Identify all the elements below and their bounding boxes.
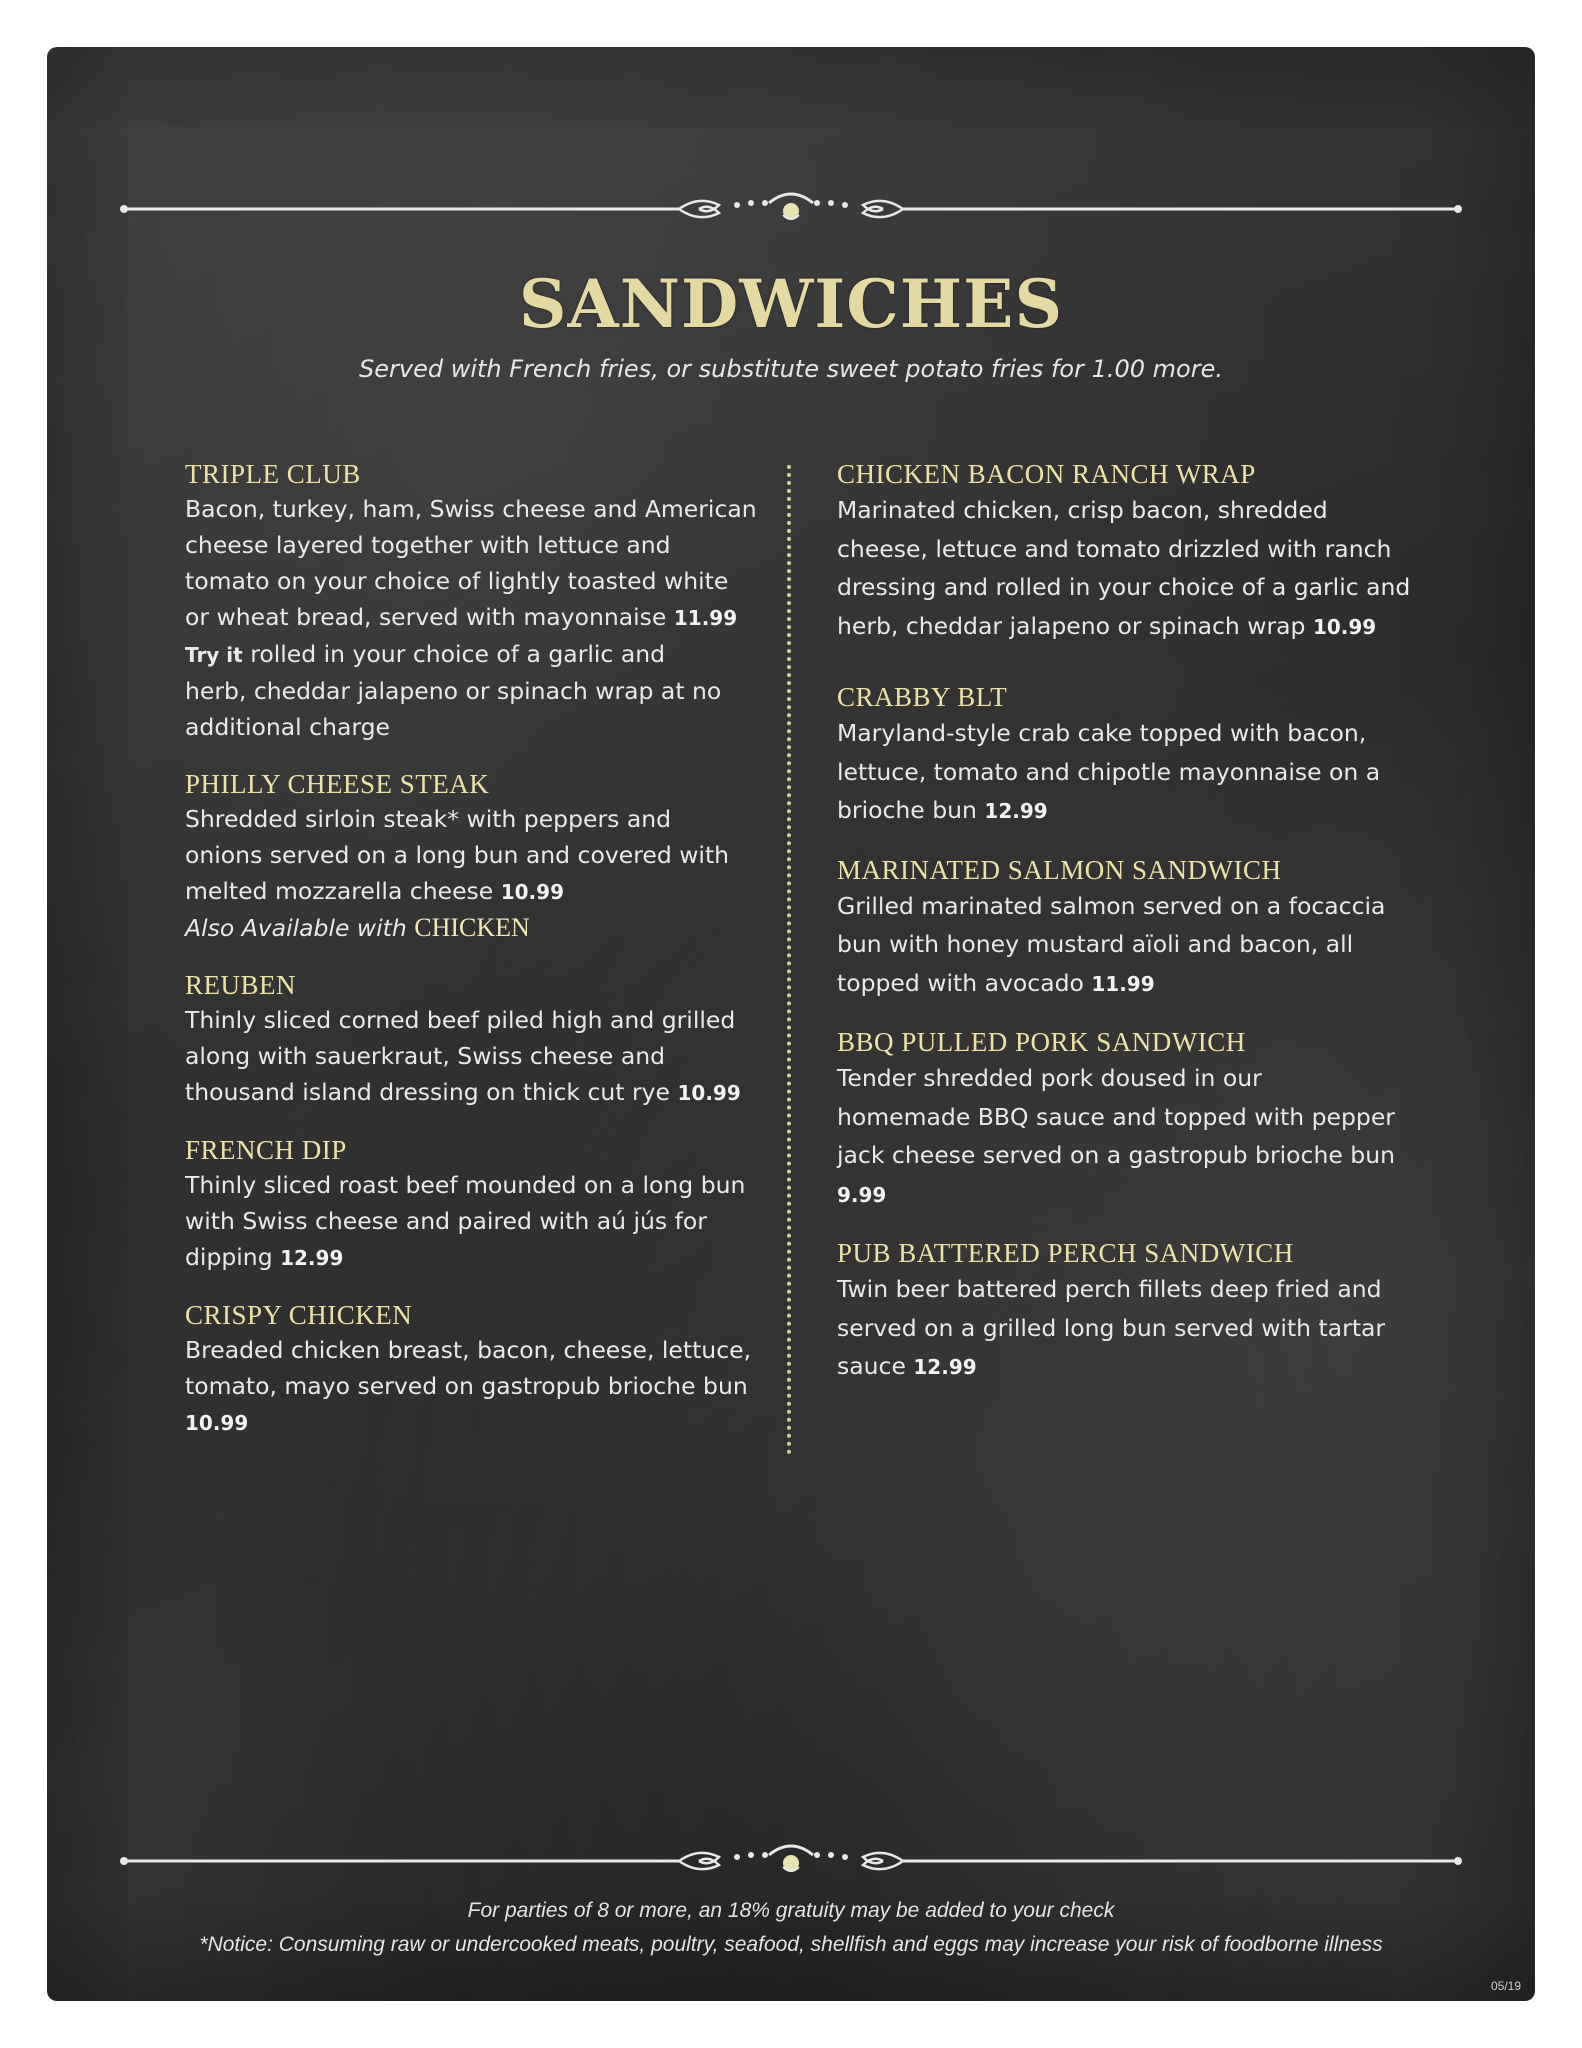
item-description: Grilled marinated salmon served on a focaccia bun with honey mustard aïoli and bacon, all topped with avocado 11.99 (837, 891, 1386, 997)
item-price: 11.99 (1091, 971, 1155, 996)
item-name: CRISPY CHICKEN (185, 1300, 413, 1330)
item-name: REUBEN (185, 970, 296, 1000)
item-name: FRENCH DIP (185, 1135, 347, 1165)
item-description: Maryland-style crab cake topped with bacon, lettuce, tomato and chipotle mayonnaise on a brioche bun 12.99 (837, 719, 1381, 824)
menu-item (185, 1133, 805, 1276)
item-description: Thinly sliced roast beef mounded on a long bun with Swiss cheese and paired with aú jús for dipping 12.99 (185, 1171, 746, 1271)
item-description: Twin beer battered perch fillets deep fried and served on a grilled long bun served with tartar sauce 12.99 (837, 1275, 1386, 1380)
item-price: 10.99 (677, 1081, 741, 1105)
menu-item (185, 1298, 805, 1441)
menu-item (837, 1236, 1477, 1387)
menu-item (837, 457, 1477, 646)
menu-item (837, 1025, 1477, 1214)
item-name: CRABBY BLT (837, 682, 1008, 712)
item-name: PUB BATTERED PERCH SANDWICH (837, 1238, 1294, 1268)
item-description: Breaded chicken breast, bacon, cheese, lettuce, tomato, mayo served on gastropub brioche bun 10.99 (185, 1336, 752, 1435)
top-ornamental-divider (119, 189, 1463, 229)
item-price: 12.99 (280, 1246, 344, 1270)
menu-item (185, 767, 805, 946)
item-description: Marinated chicken, crisp bacon, shredded cheese, lettuce and tomato drizzled with ranch dressing and rolled in your choice of a garlic and herb, cheddar jalapeno or spinach wrap 10.99 (837, 496, 1411, 640)
try-it-label: Try it (185, 643, 243, 667)
page-subtitle: Served with French fries, or substitute sweet potato fries for 1.00 more. (359, 355, 1223, 383)
item-description: Tender shredded pork doused in our homemade BBQ sauce and topped with pepper jack cheese served on a gastropub brioche bun 9.99 (837, 1064, 1395, 1207)
item-name: MARINATED SALMON SANDWICH (837, 854, 1282, 885)
item-description: Thinly sliced corned beef piled high and grilled along with sauerkraut, Swiss cheese and thousand island dressing on thick cut rye 10.99 (185, 1006, 741, 1106)
menu-item (837, 680, 1477, 831)
item-price: 10.99 (185, 1411, 249, 1435)
gratuity-note: For parties of 8 or more, an 18% gratuity may be added to your check (467, 1899, 1115, 1922)
item-price: 12.99 (913, 1355, 977, 1379)
item-price: 10.99 (1312, 614, 1377, 639)
also-available-text: Also Available with (185, 914, 415, 942)
page-title: SANDWICHES (518, 265, 1064, 343)
bottom-ornamental-divider (119, 1841, 1463, 1881)
item-price: 11.99 (673, 606, 738, 630)
right-menu-column (837, 457, 1477, 1409)
menu-item (185, 457, 805, 745)
date-code: 05/19 (1490, 1979, 1521, 1993)
item-price: 10.99 (500, 880, 564, 904)
item-name: CHICKEN BACON RANCH WRAP (837, 459, 1256, 489)
item-name: PHILLY CHEESE STEAK (185, 769, 490, 799)
also-available-option: CHICKEN (414, 913, 530, 942)
menu-board (47, 47, 1535, 2001)
left-menu-column (185, 457, 805, 1463)
flourish-divider-icon (119, 189, 1463, 229)
item-description: Shredded sirloin steak* with peppers and onions served on a long bun and covered with melted mozzarella cheese 10.99 Also Available with CHICKEN (185, 805, 730, 942)
food-safety-notice: *Notice: Consuming raw or undercooked meats, poultry, seafood, shellfish and eggs may increase your risk of foodborne illness (199, 1933, 1383, 1956)
menu-item (837, 853, 1477, 1004)
item-description: Bacon, turkey, ham, Swiss cheese and American cheese layered together with lettuce and tomato on your choice of lightly toasted white or wheat bread, served with mayonnaise 11.99 Try it rolled in your choice of a garlic and herb, cheddar jalapeno or spinach wrap at no additional charge (185, 495, 757, 741)
menu-item (185, 968, 805, 1111)
item-name: BBQ PULLED PORK SANDWICH (837, 1027, 1246, 1057)
item-price: 12.99 (984, 799, 1048, 823)
item-name: TRIPLE CLUB (185, 459, 361, 489)
flourish-divider-icon (119, 1841, 1463, 1881)
item-price: 9.99 (837, 1182, 887, 1207)
